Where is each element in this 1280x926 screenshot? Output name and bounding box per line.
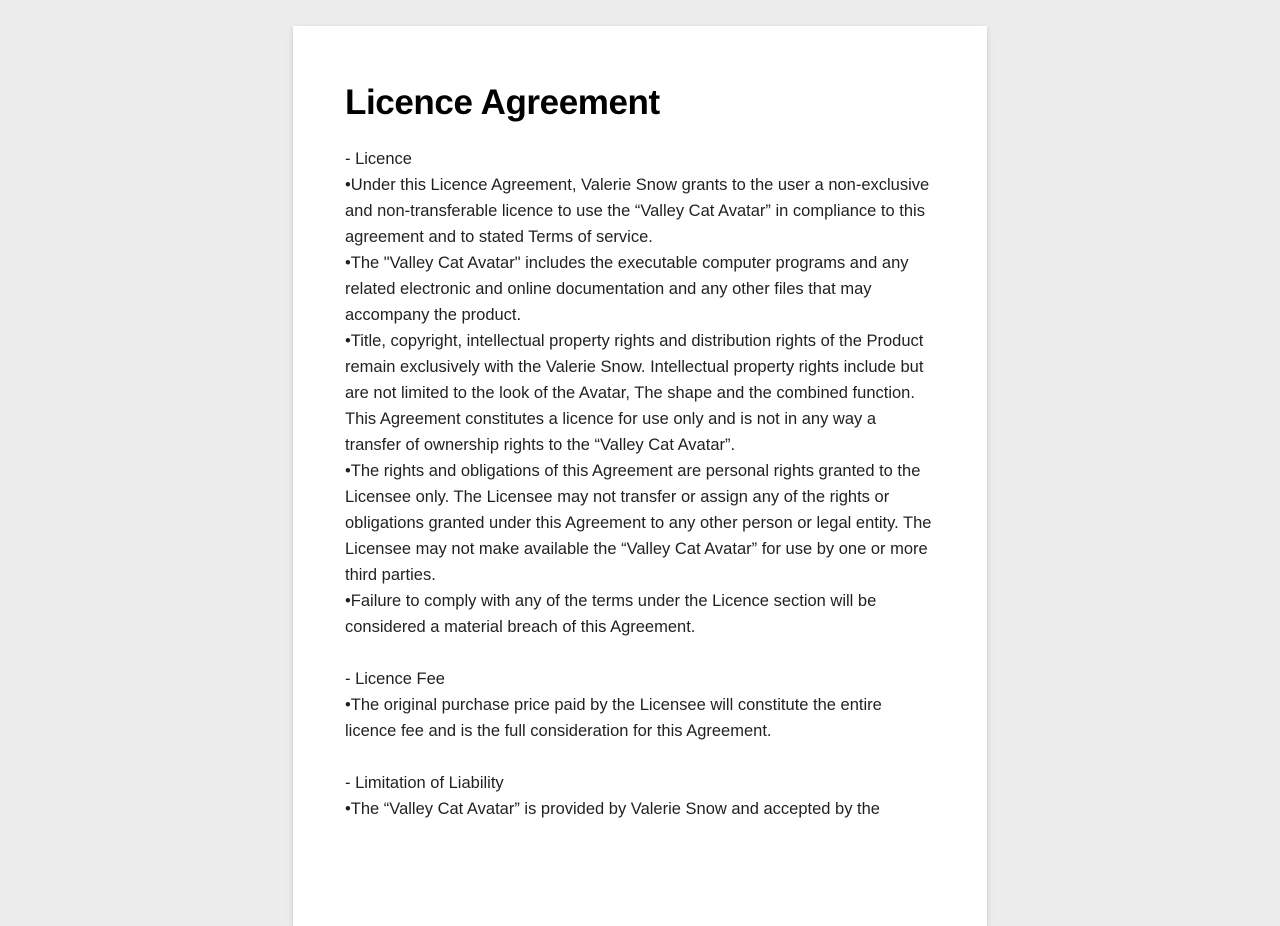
document-content [345, 146, 935, 822]
section-heading: - Licence [345, 150, 412, 168]
page-title: Licence Agreement [345, 83, 660, 122]
section-bullet: •The “Valley Cat Avatar” is provided by Valerie Snow and accepted by the [345, 800, 880, 818]
section-bullet: •Failure to comply with any of the terms under the Licence section will be considered a material breach of this Agreement. [345, 592, 877, 636]
paragraph-spacer [345, 744, 935, 770]
paragraph-spacer [345, 640, 935, 666]
section-bullet: •Title, copyright, intellectual property rights and distribution rights of the Product remain exclusively with the Valerie Snow. Intellectual property rights include but are not limited to the look of the Avatar, The shape and the combined function. This Agreement constitutes a licence for use only and is not in any way a transfer of ownership rights to the “Valley Cat Avatar”. [345, 332, 924, 454]
section-heading: - Limitation of Liability [345, 774, 504, 792]
section-bullet: •The "Valley Cat Avatar" includes the executable computer programs and any related electronic and online documentation and any other files that may accompany the product. [345, 254, 909, 324]
section-bullet: •Under this Licence Agreement, Valerie Snow grants to the user a non-exclusive and non-transferable licence to use the “Valley Cat Avatar” in compliance to this agreement and to stated Terms of service. [345, 176, 930, 246]
document-page [293, 26, 987, 926]
section-bullet: •The rights and obligations of this Agreement are personal rights granted to the Licensee only. The Licensee may not transfer or assign any of the rights or obligations granted under this Agreement to any other person or legal entity. The Licensee may not make available the “Valley Cat Avatar” for use by one or more third parties. [345, 462, 932, 584]
section-heading: - Licence Fee [345, 670, 445, 688]
document-page-body [293, 26, 987, 870]
section-bullet: •The original purchase price paid by the Licensee will constitute the entire licence fee and is the full consideration for this Agreement. [345, 696, 882, 740]
